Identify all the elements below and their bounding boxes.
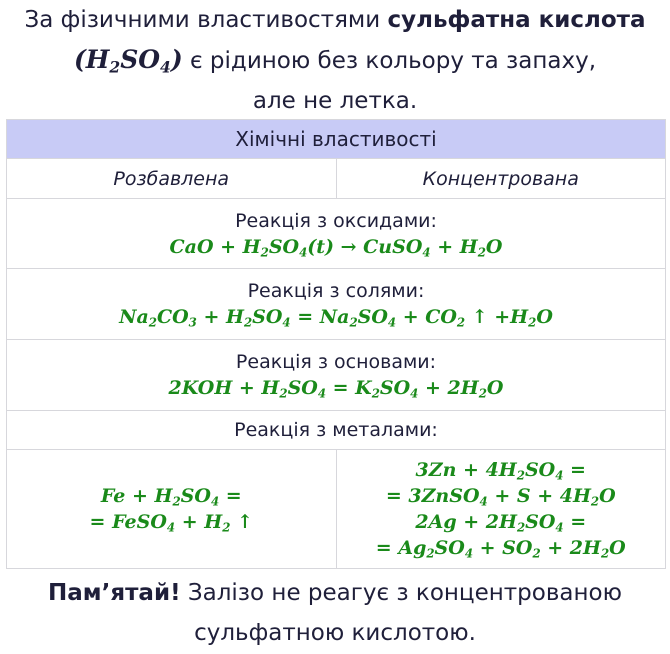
reaction-title: Реакція з солями: <box>247 280 425 302</box>
reaction-metals-title: Реакція з металами: <box>7 411 666 450</box>
remember-note <box>0 573 670 653</box>
intro-text-2: є рідиною без кольору та запаху, <box>190 48 597 74</box>
acid-formula: $(H_2SO_4)$ <box>73 45 183 77</box>
col-concentrated: Концентрована <box>336 159 666 199</box>
col-diluted: Розбавлена <box>7 159 337 199</box>
chemical-properties-table <box>6 119 666 569</box>
intro-line-2 <box>0 40 670 81</box>
outro-line-2: сульфатною кислотою. <box>194 620 476 646</box>
reaction-bases <box>7 340 666 411</box>
equation: CaO + $H_2SO_4(t)$ → CuSO$_4$ + $H_2O$ <box>169 235 503 259</box>
remember-bold: Пам’ятай! <box>48 580 181 606</box>
equation: $Fe + H_2SO_4$ = <box>100 485 242 509</box>
equation: $2Ag + 2H_2SO_4$ = <box>415 511 587 535</box>
outro-line-1 <box>0 573 670 613</box>
metals-concentrated-cell <box>336 450 666 569</box>
reaction-salts <box>7 269 666 340</box>
reaction-oxides <box>7 199 666 269</box>
equation: $2KOH + H_2SO_4 = K_2SO_4 + 2H_2O$ <box>168 377 504 401</box>
equation: = 3ZnSO$_4$ + $S + 4H_2O$ <box>385 485 616 509</box>
outro-text-1: Залізо не реагує з концентрованою <box>187 580 622 606</box>
equation: = $Ag_2SO_4 + SO_2 + 2H_2O$ <box>375 537 626 561</box>
equation: $Na_2CO_3 + H_2SO_4 = Na_2SO_4 + CO_2$ ↑ $+H_2O$ <box>119 306 553 330</box>
reaction-title: Реакція з оксидами: <box>235 209 437 232</box>
intro-text-1: За фізичними властивостями <box>24 7 381 33</box>
equation: $3Zn + 4H_2SO_4$ = <box>415 459 586 483</box>
metals-diluted-cell <box>7 450 337 569</box>
reaction-title: Реакція з основами: <box>235 351 437 373</box>
intro-line-3: але не летка. <box>252 88 418 114</box>
intro-bold-acid: сульфатна кислота <box>387 7 646 33</box>
intro-line-1 <box>0 0 670 40</box>
equation: = FeSO$_4$ + $H_2$ ↑ <box>89 511 253 535</box>
intro-paragraph <box>0 0 670 121</box>
table-header: Хімічні властивості <box>7 120 666 159</box>
